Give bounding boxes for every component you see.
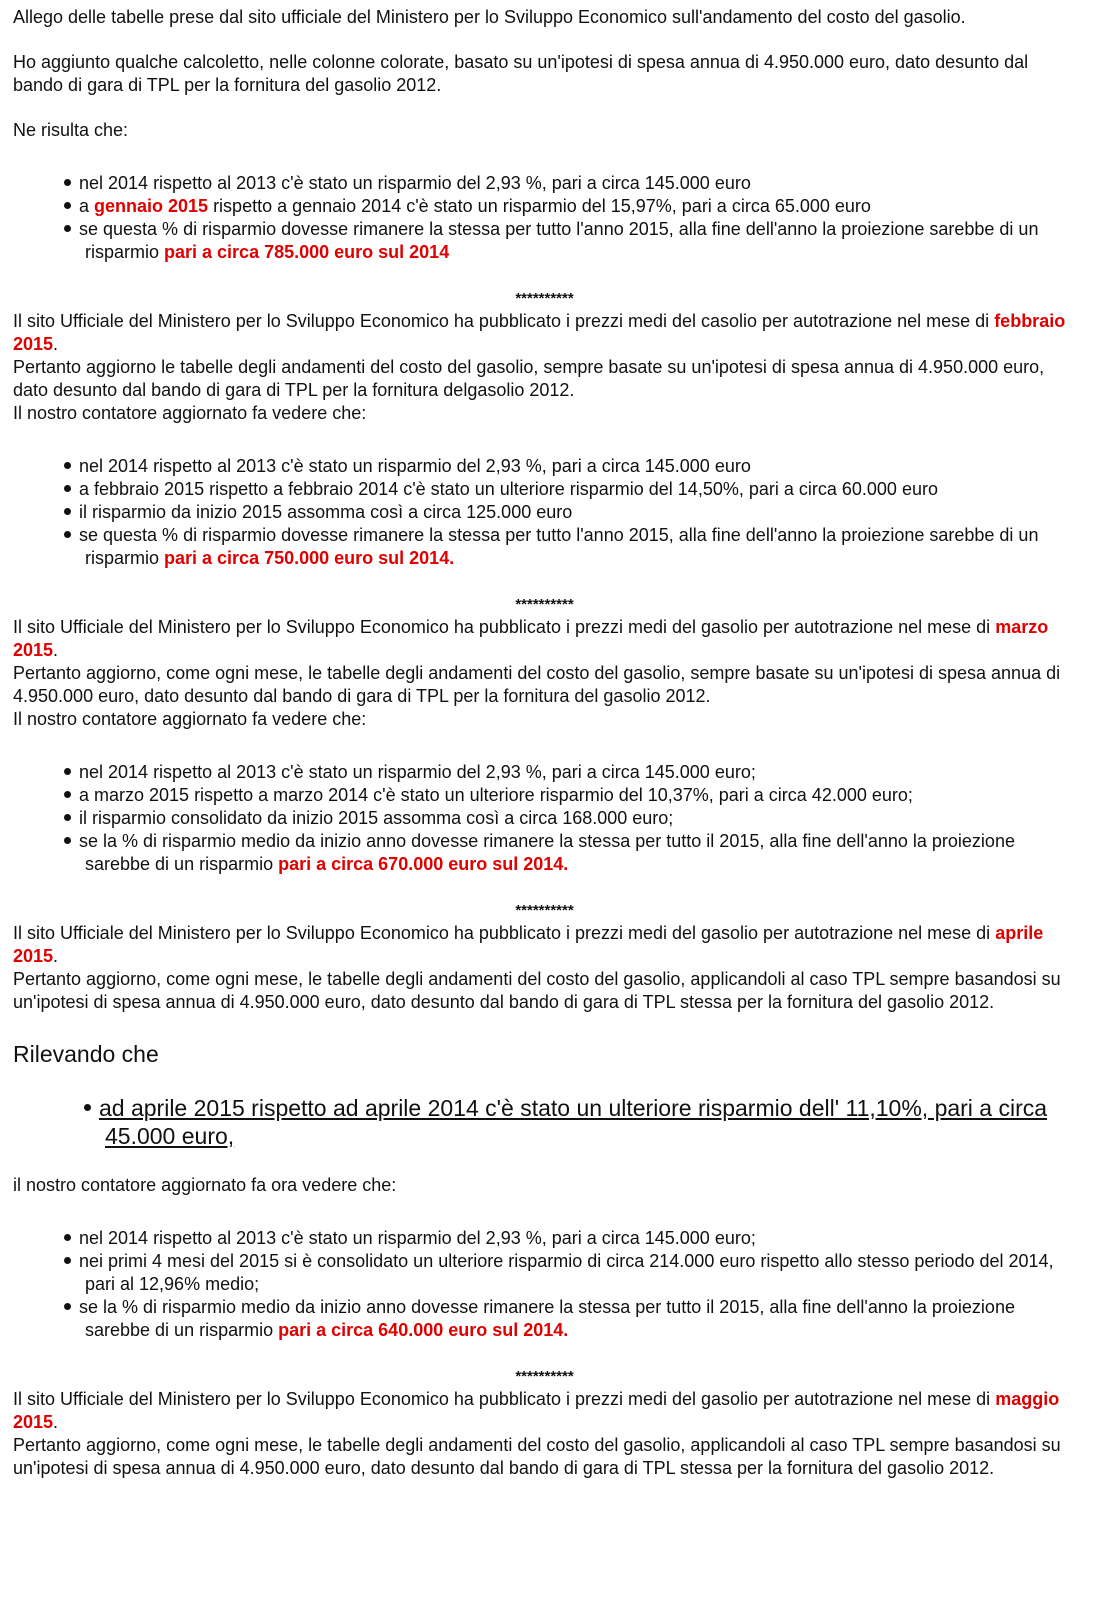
separator: ********** xyxy=(515,902,574,919)
list-item: a febbraio 2015 rispetto a febbraio 2014 c'è stato un ulteriore risparmio del 14,50%, pari a circa 60.000 euro xyxy=(13,478,1076,501)
highlight-month: febbraio 2015 xyxy=(13,311,1066,354)
list-item: a marzo 2015 rispetto a marzo 2014 c'è stato un ulteriore risparmio del 10,37%, pari a circa 42.000 euro; xyxy=(13,784,1076,807)
highlight-month: gennaio 2015 xyxy=(94,196,209,216)
maggio-paragraph-2: Pertanto aggiorno, come ogni mese, le tabelle degli andamenti del costo del gasolio, applicandoli al caso TPL sempre basandosi su un'ipotesi di spesa annua di 4.950.000 euro, dato desunto dal bando di gara di TPL stessa per la fornitura del gasolio 2012. xyxy=(13,1435,1061,1478)
list-item: nel 2014 rispetto al 2013 c'è stato un risparmio del 2,93 %, pari a circa 145.000 euro xyxy=(13,455,1076,478)
highlight-month: aprile 2015 xyxy=(13,923,1044,966)
list-item: ad aprile 2015 rispetto ad aprile 2014 c'è stato un ulteriore risparmio dell' 11,10%, pari a circa 45.000 euro, xyxy=(13,1094,1076,1150)
febbraio-bullet-list xyxy=(13,455,1076,570)
febbraio-paragraph-3: Il nostro contatore aggiornato fa vedere che: xyxy=(13,403,367,423)
list-item: nel 2014 rispetto al 2013 c'è stato un risparmio del 2,93 %, pari a circa 145.000 euro; xyxy=(13,761,1076,784)
list-item: il risparmio da inizio 2015 assomma così a circa 125.000 euro xyxy=(13,501,1076,524)
list-item: se la % di risparmio medio da inizio anno dovesse rimanere la stessa per tutto il 2015, alla fine dell'anno la proiezione sarebbe di un risparmio pari a circa 640.000 euro sul 2014. xyxy=(13,1296,1076,1342)
list-item: nel 2014 rispetto al 2013 c'è stato un risparmio del 2,93 %, pari a circa 145.000 euro xyxy=(13,172,1076,195)
highlight-projection: pari a circa 670.000 euro sul 2014. xyxy=(278,854,569,874)
highlight-projection: pari a circa 785.000 euro sul 2014 xyxy=(164,242,450,262)
separator: ********** xyxy=(515,290,574,307)
list-item: nel 2014 rispetto al 2013 c'è stato un risparmio del 2,93 %, pari a circa 145.000 euro; xyxy=(13,1227,1076,1250)
aprile-bullet-list xyxy=(13,1227,1076,1342)
marzo-paragraph-3: Il nostro contatore aggiornato fa vedere che: xyxy=(13,709,367,729)
list-item: nei primi 4 mesi del 2015 si è consolidato un ulteriore risparmio di circa 214.000 euro rispetto allo stesso periodo del 2014, pari al 12,96% medio; xyxy=(13,1250,1076,1296)
intro-paragraph-1: Allego delle tabelle prese dal sito ufficiale del Ministero per lo Sviluppo Economico sull'andamento del costo del gasolio. xyxy=(13,7,966,27)
aprile-paragraph-3: il nostro contatore aggiornato fa ora vedere che: xyxy=(13,1175,397,1195)
intro-paragraph-3: Ne risulta che: xyxy=(13,120,129,140)
intro-bullet-list xyxy=(13,172,1076,264)
list-item: se la % di risparmio medio da inizio anno dovesse rimanere la stessa per tutto il 2015, alla fine dell'anno la proiezione sarebbe di un risparmio pari a circa 670.000 euro sul 2014. xyxy=(13,830,1076,876)
highlight-projection: pari a circa 640.000 euro sul 2014. xyxy=(278,1320,569,1340)
highlight-projection: pari a circa 750.000 euro sul 2014. xyxy=(164,548,455,568)
aprile-paragraph-1: Il sito Ufficiale del Ministero per lo Sviluppo Economico ha pubblicato i prezzi medi del gasolio per autotrazione nel mese di aprile 2015. xyxy=(13,923,1044,966)
separator: ********** xyxy=(515,596,574,613)
list-item: se questa % di risparmio dovesse rimanere la stessa per tutto l'anno 2015, alla fine dell'anno la proiezione sarebbe di un risparmio pari a circa 785.000 euro sul 2014 xyxy=(13,218,1076,264)
febbraio-paragraph-1: Il sito Ufficiale del Ministero per lo Sviluppo Economico ha pubblicato i prezzi medi del casolio per autotrazione nel mese di febbraio 2015. xyxy=(13,311,1066,354)
highlight-month: maggio 2015 xyxy=(13,1389,1060,1432)
marzo-paragraph-2: Pertanto aggiorno, come ogni mese, le tabelle degli andamenti del costo del gasolio, sempre basate su un'ipotesi di spesa annua di 4.950.000 euro, dato desunto dal bando di gara di TPL per la fornitura del gasolio 2012. xyxy=(13,663,1061,706)
highlight-month: marzo 2015 xyxy=(13,617,1049,660)
list-item: a gennaio 2015 rispetto a gennaio 2014 c'è stato un risparmio del 15,97%, pari a circa 65.000 euro xyxy=(13,195,1076,218)
marzo-bullet-list xyxy=(13,761,1076,876)
aprile-big-bullet-list xyxy=(13,1094,1076,1150)
separator: ********** xyxy=(515,1368,574,1385)
rilevando-heading: Rilevando che xyxy=(13,1041,159,1067)
intro-paragraph-2: Ho aggiunto qualche calcoletto, nelle colonne colorate, basato su un'ipotesi di spesa annua di 4.950.000 euro, dato desunto dal bando di gara di TPL per la fornitura del gasolio 2012. xyxy=(13,52,1029,95)
list-item: se questa % di risparmio dovesse rimanere la stessa per tutto l'anno 2015, alla fine dell'anno la proiezione sarebbe di un risparmio pari a circa 750.000 euro sul 2014. xyxy=(13,524,1076,570)
aprile-paragraph-2: Pertanto aggiorno, come ogni mese, le tabelle degli andamenti del costo del gasolio, applicandoli al caso TPL sempre basandosi su un'ipotesi di spesa annua di 4.950.000 euro, dato desunto dal bando di gara di TPL stessa per la fornitura del gasolio 2012. xyxy=(13,969,1061,1012)
maggio-paragraph-1: Il sito Ufficiale del Ministero per lo Sviluppo Economico ha pubblicato i prezzi medi del gasolio per autotrazione nel mese di maggio 2015. xyxy=(13,1389,1060,1432)
marzo-paragraph-1: Il sito Ufficiale del Ministero per lo Sviluppo Economico ha pubblicato i prezzi medi del gasolio per autotrazione nel mese di marzo 2015. xyxy=(13,617,1049,660)
febbraio-paragraph-2: Pertanto aggiorno le tabelle degli andamenti del costo del gasolio, sempre basate su un'ipotesi di spesa annua di 4.950.000 euro, dato desunto dal bando di gara di TPL per la fornitura delgasolio 2012. xyxy=(13,357,1045,400)
list-item: il risparmio consolidato da inizio 2015 assomma così a circa 168.000 euro; xyxy=(13,807,1076,830)
